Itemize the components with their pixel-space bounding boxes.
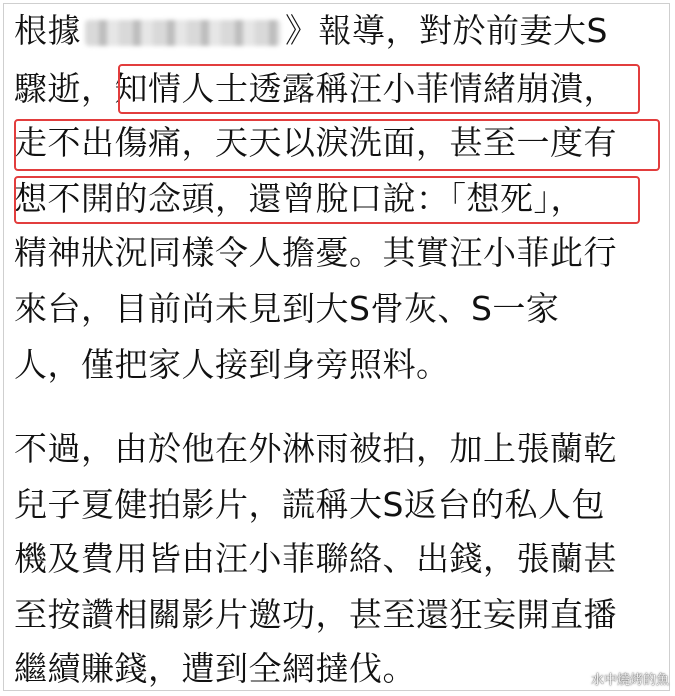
p1-line-4-highlight: 想不開的念頭，還曾脫口說：「想死」，: [14, 179, 584, 218]
p2-line-2: 兒子夏健拍影片，謊稱大S返台的私人包: [14, 485, 605, 524]
p1-line-1: [14, 8, 608, 54]
p2-line-4: 至按讚相關影片邀功，甚至還狂妄開直播: [14, 595, 617, 634]
p1-line-3-highlight: 走不出傷痛，天天以淚洗面，甚至一度有: [14, 123, 617, 162]
p1-line-2-prefix: 驟逝，: [14, 69, 115, 108]
p1-line-1-prefix: 根據: [14, 11, 81, 50]
p1-line-7: 人，僅把家人接到身旁照料。: [14, 345, 450, 384]
watermark: 水中燒烤的魚: [590, 673, 669, 688]
highlight-box-3: [14, 176, 640, 224]
p2-line-3: 機及費用皆由汪小菲聯絡、出錢，張蘭甚: [14, 539, 617, 578]
blurred-source-name: [85, 20, 281, 46]
p2-line-5: 繼續賺錢，遭到全網撻伐。: [14, 649, 416, 688]
highlight-box-2: [14, 119, 660, 171]
p1-line-6: 來台，目前尚未見到大S骨灰、S一家: [14, 289, 560, 328]
highlight-box-1: [118, 64, 640, 114]
p1-line-1-suffix: 》報導，對於前妻大S: [285, 11, 608, 50]
p2-line-1: 不過，由於他在外淋雨被拍，加上張蘭乾: [14, 429, 617, 468]
p1-line-2-highlight: 知情人士透露稱汪小菲情緒崩潰，: [114, 69, 617, 108]
p1-line-5: 精神狀況同樣令人擔憂。其實汪小菲此行: [14, 233, 617, 272]
